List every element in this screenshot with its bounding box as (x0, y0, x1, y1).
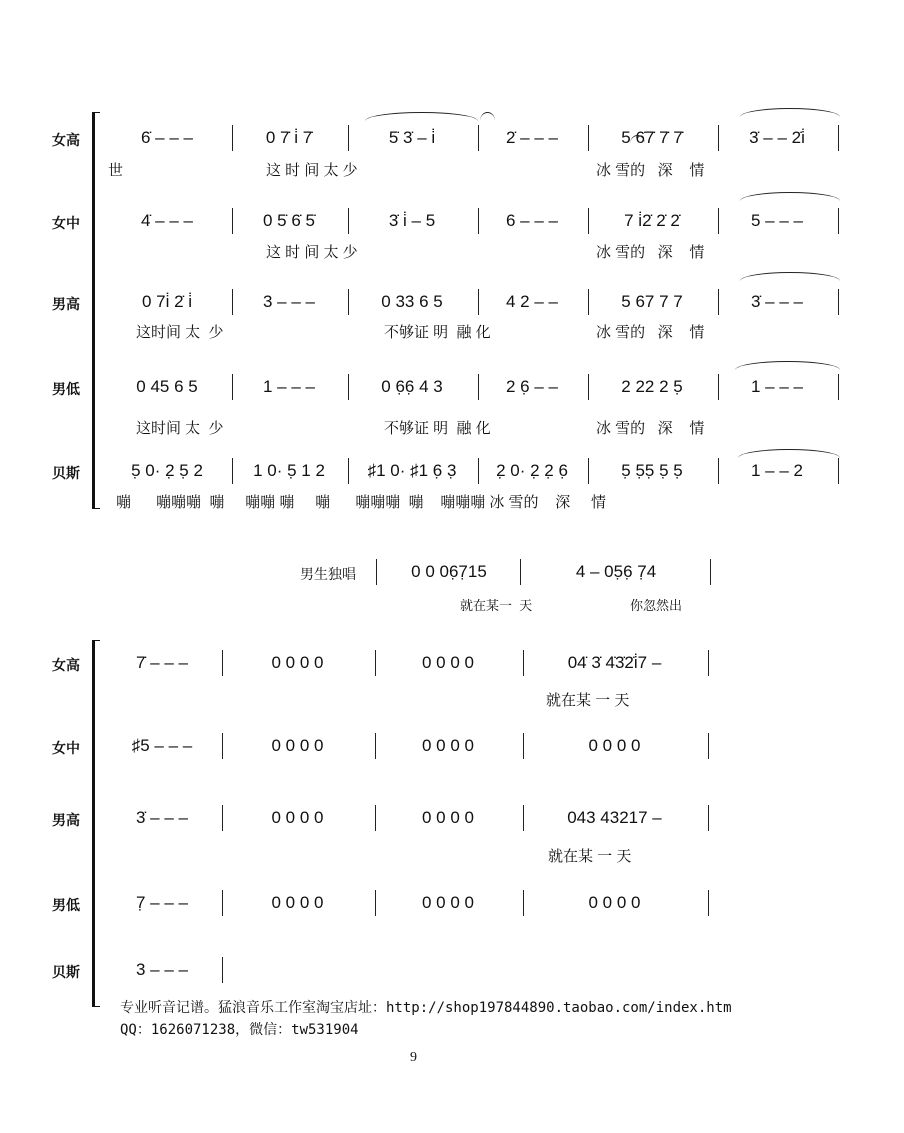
measure: 5̣ 5̣5̣ 5̣ 5̣ (621, 461, 683, 480)
barline (838, 125, 839, 151)
barline (588, 374, 589, 400)
measure: 3̇ – – – (751, 292, 803, 311)
solo-measure: 0 0 06̣7̣15 (411, 562, 487, 581)
page-number: 9 (410, 1050, 417, 1065)
measure: 0 6̣6̣ 4 3 (381, 377, 443, 396)
slur-mark (365, 112, 478, 121)
lyric-text: 冰 雪的 深 情 (596, 244, 705, 261)
lyric-text: 这 时 间 太 少 (266, 162, 358, 179)
measure: 0 0 0 0 (422, 736, 474, 755)
measure: 5 67 7 7 (621, 292, 683, 311)
barline (348, 458, 349, 484)
measure: 5 – – – (751, 211, 803, 230)
lyric-text: 不够证 明 融 化 (384, 324, 491, 341)
part-label: 男低 (52, 381, 80, 397)
barline (838, 208, 839, 234)
measure: 2 22 2 5̣ (621, 377, 683, 396)
measure: 0 45 6 5 (136, 377, 198, 396)
barline (478, 289, 479, 315)
solo-label: 男生独唱 (300, 566, 356, 582)
barline (348, 208, 349, 234)
footer-line-2: QQ：1626071238，微信：tw531904 (120, 1022, 359, 1038)
measure: ♯1 0· ♯1 6̣ 3̣ (367, 461, 457, 480)
barline (348, 125, 349, 151)
slur-mark (738, 449, 840, 458)
part-label: 女中 (52, 215, 80, 231)
measure: 0 0 0 0 (271, 808, 324, 827)
measure: 6 – – – (506, 211, 558, 230)
measure: 043 43217 – (567, 808, 662, 827)
measure: 1 – – – (263, 377, 315, 396)
barline (375, 650, 376, 676)
measure: 3 – – – (136, 960, 188, 979)
barline (838, 289, 839, 315)
barline (588, 458, 589, 484)
barline (222, 733, 223, 759)
measure: 3̇ – – 2̇i̇ (749, 128, 805, 147)
part-label: 男高 (52, 296, 80, 312)
measure: 1 – – 2 (751, 461, 803, 480)
barline (523, 890, 524, 916)
barline (718, 458, 719, 484)
measure: 4 2 – – (506, 292, 558, 311)
barline (523, 733, 524, 759)
barline (375, 805, 376, 831)
slur-mark (480, 112, 495, 121)
slur-mark (735, 361, 840, 370)
measure: 0 7̇ i̇ 7̇ (265, 128, 313, 147)
barline (375, 733, 376, 759)
barline (718, 125, 719, 151)
measure: 3 – – – (263, 292, 315, 311)
barline (348, 289, 349, 315)
barline (478, 458, 479, 484)
barline (523, 805, 524, 831)
measure: 1 – – – (751, 377, 803, 396)
measure: 0 5̇ 6̇ 5̇ (263, 211, 315, 230)
measure: 0 0 0 0 (588, 893, 641, 912)
barline (520, 559, 521, 585)
lyric-text: 就在某 一 天 (546, 692, 630, 709)
barline (588, 208, 589, 234)
lyric-text: 这时间 太 少 (136, 324, 224, 341)
measure: 4̇ – – – (141, 211, 193, 230)
barline (718, 374, 719, 400)
measure: 0 0 0 0 (271, 893, 324, 912)
barline (708, 805, 709, 831)
measure: 04̇ 3̇ 4̇3̇2̇i̇7 – (567, 653, 662, 672)
measure: 0 0 0 0 (271, 736, 324, 755)
barline (232, 289, 233, 315)
system2-bracket (92, 640, 100, 1007)
measure: 1 0· 5̣ 1 2 (253, 461, 325, 480)
measure: 3̇ – – – (136, 808, 188, 827)
lyric-text: 这时间 太 少 (136, 420, 224, 437)
barline (348, 374, 349, 400)
measure: 0 33 6 5 (381, 292, 443, 311)
lyric-text: 不够证 明 融 化 (384, 420, 491, 437)
measure: 7̣ – – – (136, 893, 188, 912)
measure: 0 0 0 0 (422, 808, 474, 827)
measure: 5̣ 0· 2̣ 5̣ 2 (131, 461, 203, 480)
barline (708, 890, 709, 916)
slur-mark (740, 192, 840, 201)
barline (222, 650, 223, 676)
measure: 5̇ 3̇ – i̇ (388, 128, 436, 147)
measure: 2̣ 0· 2̣ 2̣ 6̣ (496, 461, 568, 480)
barline (710, 559, 711, 585)
lyric-text: 世 (108, 162, 124, 179)
measure: 0 7i̇ 2̇ i̇ (141, 292, 193, 311)
part-label: 贝斯 (52, 465, 80, 481)
barline (232, 208, 233, 234)
lyric-text: 冰 雪的 深 情 (596, 324, 705, 341)
measure: 2̇ – – – (506, 128, 558, 147)
barline (838, 458, 839, 484)
measure: ♯5 – – – (131, 736, 193, 755)
barline (838, 374, 839, 400)
barline (222, 957, 223, 983)
part-label: 贝斯 (52, 964, 80, 980)
barline (708, 733, 709, 759)
lyric-text: 这 时 间 太 少 (266, 244, 358, 261)
lyric-text: 嘣 嘣嘣嘣 嘣 嘣嘣 嘣 嘣 嘣嘣嘣 嘣 嘣嘣嘣 冰 雪的 深 情 (116, 494, 607, 511)
measure: 0 0 0 0 (422, 653, 474, 672)
measure: 7̇ – – – (136, 653, 188, 672)
measure: 7 i̇2̇ 2̇ 2̇ (624, 211, 680, 230)
part-label: 女高 (52, 657, 80, 673)
barline (588, 125, 589, 151)
measure: 5 6̇7̇ 7̇ 7̇ (621, 128, 683, 147)
barline (588, 289, 589, 315)
solo-lyric: 就在某一 天 (460, 598, 533, 613)
measure: 3̇ i̇ – 5 (388, 211, 436, 230)
barline (718, 289, 719, 315)
part-label: 女中 (52, 740, 80, 756)
footer-line-1: 专业听音记谱。猛浪音乐工作室淘宝店址：http://shop197844890.taobao.com/index.htm (120, 1000, 732, 1016)
slur-mark (740, 272, 840, 281)
barline (375, 890, 376, 916)
barline (523, 650, 524, 676)
barline (708, 650, 709, 676)
measure: 0 0 0 0 (422, 893, 474, 912)
lyric-text: 冰 雪的 深 情 (596, 162, 705, 179)
part-label: 女高 (52, 132, 80, 148)
system1-bracket (92, 112, 100, 509)
barline (478, 208, 479, 234)
measure: 6̇ – – – (141, 128, 193, 147)
barline (222, 890, 223, 916)
lyric-text: 就在某 一 天 (548, 848, 632, 865)
measure: 0 0 0 0 (271, 653, 324, 672)
barline (478, 374, 479, 400)
solo-measure: 4 – 05̣6̣ 7̣4 (575, 562, 657, 581)
lyric-text: 冰 雪的 深 情 (596, 420, 705, 437)
barline (232, 125, 233, 151)
barline (232, 458, 233, 484)
solo-lyric: 你忽然出 (630, 598, 683, 613)
barline (232, 374, 233, 400)
slur-mark (740, 108, 840, 117)
measure: 2 6̣ – – (506, 377, 558, 396)
measure: 0 0 0 0 (588, 736, 641, 755)
part-label: 男低 (52, 897, 80, 913)
barline (718, 208, 719, 234)
barline (376, 559, 377, 585)
part-label: 男高 (52, 812, 80, 828)
barline (478, 125, 479, 151)
barline (222, 805, 223, 831)
